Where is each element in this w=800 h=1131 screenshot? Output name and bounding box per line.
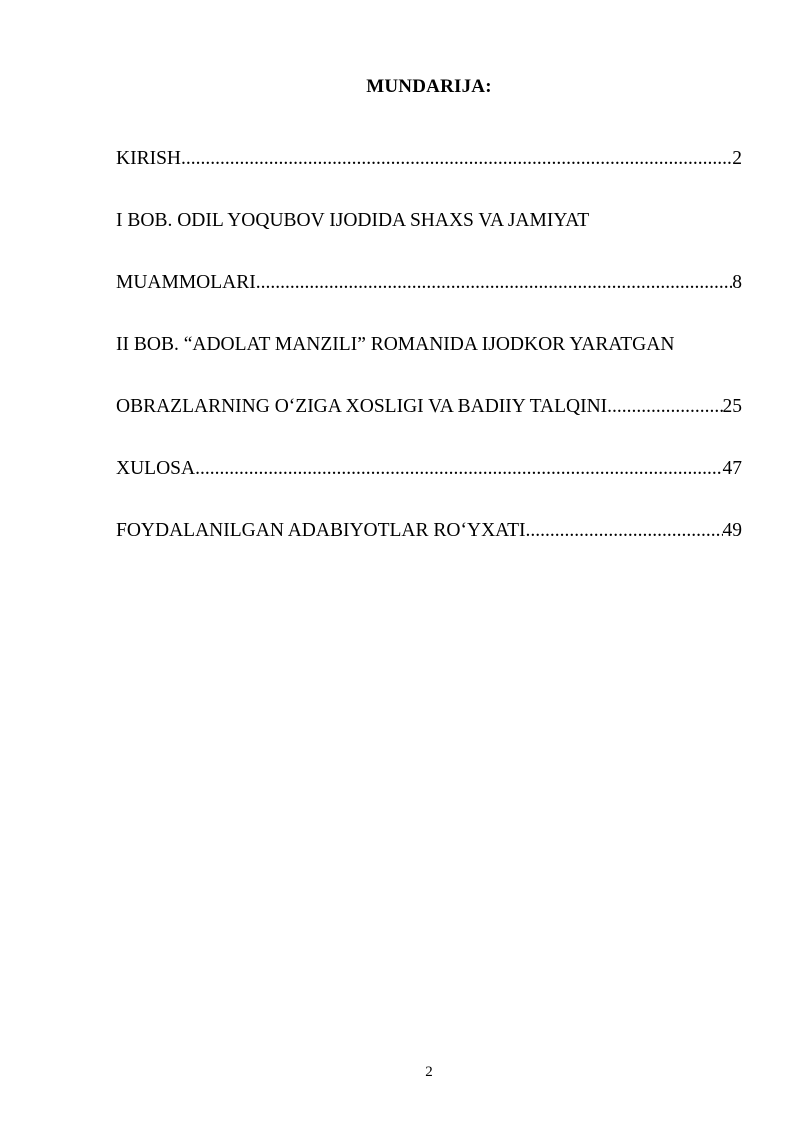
toc-entry-title: OBRAZLARNING O‘ZIGA XOSLIGI VA BADIIY TALQINI [116,396,608,417]
toc-entry-chapter-1-line-2[interactable] [116,269,742,297]
toc-entry-page: 25 [722,396,742,417]
toc-leader-dots [256,269,732,297]
toc-leader-dots [181,145,732,173]
toc-entry-page: 8 [732,272,742,293]
toc-leader-dots [525,517,722,545]
toc-entry-title: I BOB. ODIL YOQUBOV IJODIDA SHAXS VA JAMIYAT [116,210,590,231]
toc-leader-dots [607,393,722,421]
toc-entry-chapter-2-line-2[interactable] [116,393,742,421]
toc-entry-chapter-2-line-1[interactable] [116,331,742,359]
toc-entry-page: 47 [722,458,742,479]
toc-entry-chapter-1-line-1[interactable] [116,207,742,235]
page-number: 2 [425,1064,433,1080]
toc-leader-dots [195,455,722,483]
toc-entry-kirish[interactable] [116,145,742,173]
toc-entry-xulosa[interactable] [116,455,742,483]
toc-entry-title: MUAMMOLARI [116,272,256,293]
toc-entry-title: II BOB. “ADOLAT MANZILI” ROMANIDA IJODKOR YARATGAN [116,334,675,355]
toc-entry-page: 2 [732,148,742,169]
toc-entry-bibliography[interactable] [116,517,742,545]
toc-entry-title: FOYDALANILGAN ADABIYOTLAR RO‘YXATI [116,520,526,541]
toc-entry-title: KIRISH [116,148,182,169]
toc-entry-title: XULOSA [116,458,196,479]
page-title: MUNDARIJA: [366,76,492,97]
toc-entry-page: 49 [722,520,742,541]
